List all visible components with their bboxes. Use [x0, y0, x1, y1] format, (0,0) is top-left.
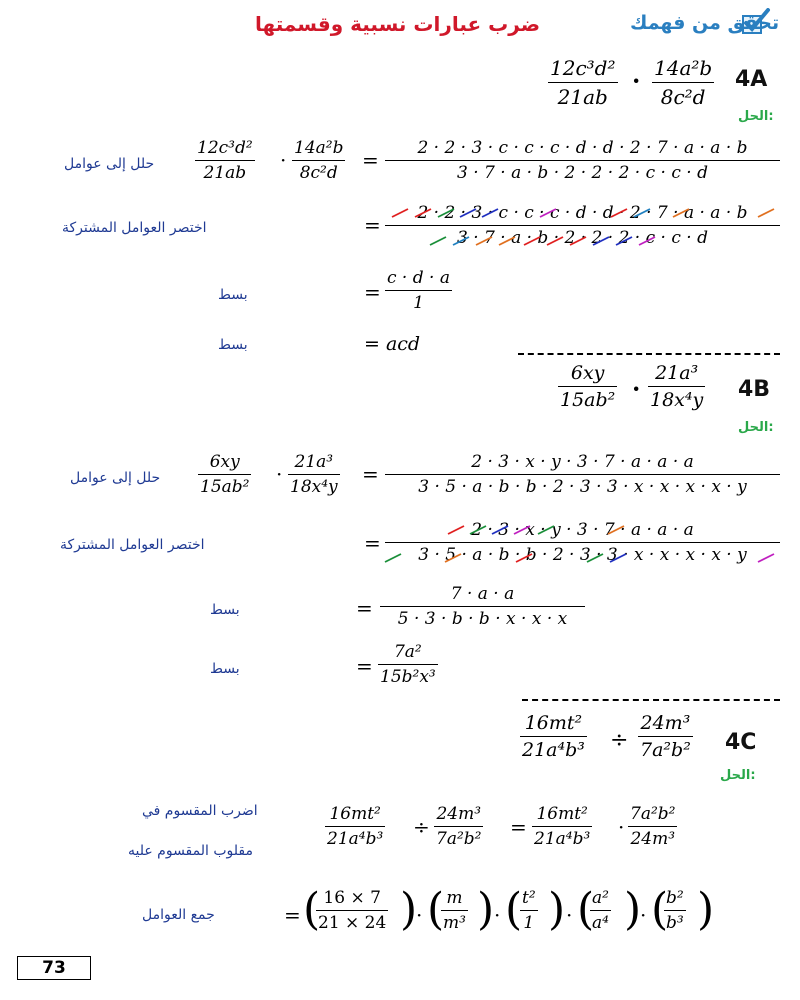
fraction-numerator: 24m³ — [436, 804, 482, 824]
solution-label: الحل: — [738, 420, 774, 435]
paren-close: ) — [697, 884, 715, 935]
fraction-denominator: 21a⁴b³ — [532, 826, 592, 849]
dot-operator: · — [618, 815, 625, 839]
4a-step1-fraction-1 — [195, 138, 255, 183]
dot-operator: · — [280, 148, 287, 172]
fraction-denominator: 21ab — [195, 160, 255, 183]
4a-step1-fraction-2 — [292, 138, 345, 183]
problem-4c-fraction-1 — [520, 712, 587, 761]
fraction-denominator: 7a²b² — [638, 736, 693, 761]
cancel-label: اختصر العوامل المشتركة — [60, 537, 205, 553]
4c-group-fraction-3 — [520, 888, 538, 933]
fraction-numerator: 7a² — [393, 642, 422, 662]
fraction-denominator: 1 — [520, 910, 538, 933]
4b-simplified-fraction — [380, 584, 585, 629]
paren-close: ) — [400, 884, 418, 935]
fraction-numerator: 6xy — [570, 362, 605, 384]
fraction-denominator: 3 · 5 · a · b · b · 2 · 3 · 3 · x · x · x · x · y — [385, 474, 780, 497]
fraction-numerator: 7 · a · a — [450, 584, 515, 604]
paren-open: ( — [303, 884, 321, 935]
fraction-denominator: m³ — [441, 910, 468, 933]
paren-close: ) — [548, 884, 566, 935]
fraction-denominator: 3 · 7 · a · b · 2 · 2 · 2 · c · c · d — [385, 160, 780, 183]
problem-4a-fraction-1 — [548, 56, 618, 109]
divide-operator: ÷ — [413, 815, 430, 839]
divide-operator: ÷ — [610, 728, 629, 753]
4b-step1-fraction-2 — [288, 452, 340, 497]
reciprocal-label-2: مقلوب المقسوم عليه — [128, 843, 253, 859]
equals-sign: = — [364, 213, 381, 237]
equals-sign: = — [364, 531, 381, 555]
4c-group-fraction-5 — [664, 888, 686, 933]
fraction-numerator: 16mt² — [536, 804, 588, 824]
equals-sign: = — [362, 148, 379, 172]
paren-open: ( — [651, 884, 669, 935]
fraction-denominator: 5 · 3 · b · b · x · x · x — [380, 606, 585, 629]
group-label: جمع العوامل — [142, 907, 215, 923]
fraction-denominator: 15b²x³ — [378, 664, 438, 687]
fraction-denominator: a⁴ — [590, 910, 611, 933]
equals-sign: = — [364, 280, 381, 304]
problem-number-4a: 4A — [735, 67, 768, 92]
fraction-denominator: 21a⁴b³ — [520, 736, 587, 761]
problem-number-4b: 4B — [738, 377, 771, 402]
simplify-label: بسط — [218, 287, 248, 303]
cancel-label: اختصر العوامل المشتركة — [62, 220, 207, 236]
fraction-denominator: 8c²d — [652, 82, 714, 109]
paren-open: ( — [505, 884, 523, 935]
dot-operator: · — [566, 903, 573, 927]
problem-number-4c: 4C — [725, 730, 757, 755]
4c-group-fraction-2 — [441, 888, 468, 933]
equals-sign: = — [362, 462, 379, 486]
fraction-numerator: t² — [522, 888, 536, 908]
fraction-numerator: 24m³ — [640, 712, 691, 734]
simplify-label: بسط — [218, 337, 248, 353]
paren-open: ( — [427, 884, 445, 935]
fraction-numerator: 21a³ — [294, 452, 334, 472]
paren-open: ( — [577, 884, 595, 935]
4b-step1-fraction-1 — [198, 452, 251, 497]
section-divider — [518, 353, 780, 355]
paren-close: ) — [477, 884, 495, 935]
fraction-denominator: 3 · 5 · a · b · b · 2 · 3 · 3 · x · x · x · x · y — [385, 542, 780, 565]
fraction-numerator: 7a²b² — [630, 804, 676, 824]
problem-4b-fraction-2 — [648, 362, 705, 411]
fraction-numerator: c · d · a — [387, 268, 450, 288]
4a-answer: = acd — [364, 333, 421, 355]
fraction-denominator: b³ — [664, 910, 686, 933]
fraction-numerator: 21a³ — [655, 362, 699, 384]
4c-step1-fraction-1 — [325, 804, 385, 849]
fraction-numerator: 2 · 3 · x · y · 3 · 7 · a · a · a — [471, 452, 694, 472]
dot-operator: · — [632, 66, 641, 95]
dot-operator: · — [632, 374, 641, 403]
page-number: 73 — [17, 956, 91, 980]
fraction-denominator: 3 · 7 · a · b · 2 · 2 · 2 · c · c · d — [385, 225, 780, 248]
4c-group-fraction-1 — [316, 888, 388, 933]
4a-simplified-fraction — [385, 268, 452, 313]
4c-group-fraction-4 — [590, 888, 611, 933]
fraction-numerator: 12c³d² — [550, 56, 616, 80]
4c-step1-fraction-2 — [434, 804, 483, 849]
fraction-numerator: a² — [592, 888, 609, 908]
4a-cancel-fraction — [385, 203, 780, 248]
fraction-numerator: m — [446, 888, 463, 908]
fraction-numerator: 14a²b — [654, 56, 713, 80]
fraction-numerator: 2 · 2 · 3 · c · c · c · d · d · 2 · 7 · a · a · b — [417, 138, 748, 158]
equals-sign: = — [356, 596, 373, 620]
dot-operator: · — [640, 903, 647, 927]
section-divider — [522, 699, 780, 701]
problem-4b-fraction-1 — [558, 362, 617, 411]
paren-close: ) — [624, 884, 642, 935]
reciprocal-label-1: اضرب المقسوم في — [142, 803, 258, 819]
dot-operator: · — [416, 903, 423, 927]
problem-4a-fraction-2 — [652, 56, 714, 109]
equals-sign: = — [510, 815, 527, 839]
fraction-numerator: 2 · 2 · 3 · c · c · c · d · d · 2 · 7 · a · a · b — [417, 203, 748, 223]
fraction-denominator: 15ab² — [558, 386, 617, 411]
fraction-numerator: 2 · 3 · x · y · 3 · 7 · a · a · a — [471, 520, 694, 540]
4b-cancel-fraction — [385, 520, 780, 565]
fraction-denominator: 1 — [385, 290, 452, 313]
fraction-numerator: 16 × 7 — [323, 888, 381, 908]
fraction-denominator: 8c²d — [292, 160, 345, 183]
4a-factored-fraction — [385, 138, 780, 183]
fraction-numerator: 12c³d² — [197, 138, 253, 158]
fraction-numerator: 6xy — [209, 452, 240, 472]
solution-label: الحل: — [738, 109, 774, 124]
fraction-denominator: 7a²b² — [434, 826, 483, 849]
4b-factored-fraction — [385, 452, 780, 497]
simplify-label: بسط — [210, 661, 240, 677]
fraction-numerator: 16mt² — [524, 712, 583, 734]
equals-sign: = — [284, 903, 301, 927]
4b-answer-fraction — [378, 642, 438, 687]
4c-step1-fraction-3 — [532, 804, 592, 849]
fraction-denominator: 21a⁴b³ — [325, 826, 385, 849]
factor-label: حلل إلى عوامل — [70, 470, 161, 486]
4c-reciprocal-fraction — [628, 804, 677, 849]
fraction-denominator: 15ab² — [198, 474, 251, 497]
factor-label: حلل إلى عوامل — [64, 156, 155, 172]
solution-label: الحل: — [720, 768, 756, 783]
dot-operator: · — [494, 903, 501, 927]
fraction-numerator: b² — [666, 888, 684, 908]
fraction-denominator: 21ab — [548, 82, 618, 109]
fraction-denominator: 24m³ — [628, 826, 677, 849]
equals-sign: = — [356, 654, 373, 678]
fraction-denominator: 18x⁴y — [648, 386, 705, 411]
simplify-label: بسط — [210, 602, 240, 618]
dot-operator: · — [276, 462, 283, 486]
fraction-numerator: 16mt² — [329, 804, 381, 824]
fraction-denominator: 18x⁴y — [288, 474, 340, 497]
problem-4c-fraction-2 — [638, 712, 693, 761]
topic-title: ضرب عبارات نسبية وقسمتها — [255, 12, 541, 36]
fraction-numerator: 14a²b — [294, 138, 344, 158]
fraction-denominator: 21 × 24 — [316, 910, 388, 933]
check-title: تحقق من فهمك — [630, 12, 780, 34]
